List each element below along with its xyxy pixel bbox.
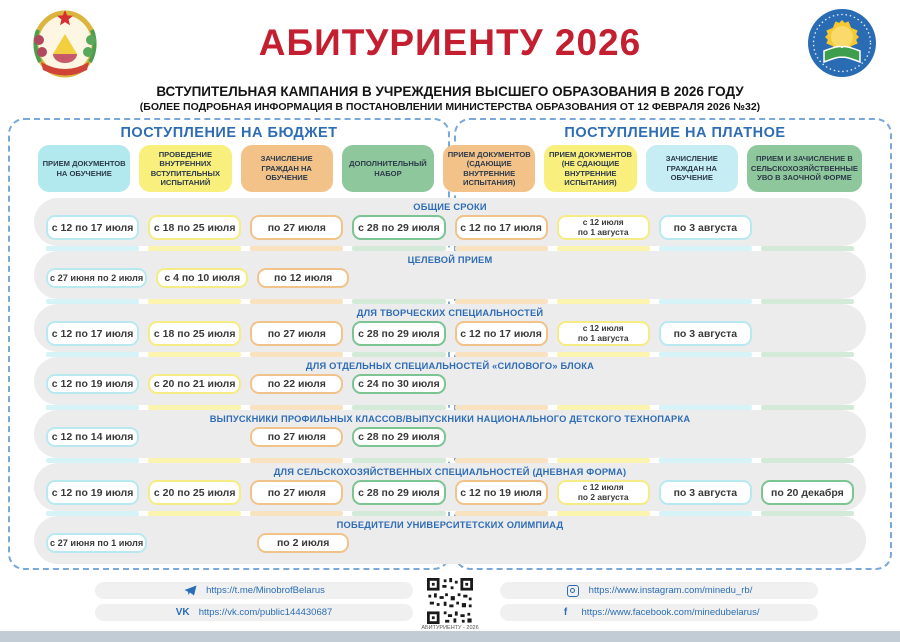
telegram-link[interactable]: https://t.me/MinobrofBelarus [95,582,413,599]
date-chip: с 20 по 25 июля [148,480,241,505]
date-chip: по 27 июля [250,215,343,240]
facebook-link[interactable]: f https://www.facebook.com/minedubelarus/ [500,604,818,621]
column-header: ЗАЧИСЛЕНИЕ ГРАЖДАН НА ОБУЧЕНИЕ [241,145,333,192]
budget-section-title: ПОСТУПЛЕНИЕ НА БЮДЖЕТ [120,125,338,141]
row-common-dates [34,198,866,246]
date-chip: с 12 по 19 июля [455,480,548,505]
admission-schedule-board [8,118,892,576]
date-chip: с 28 по 29 июля [352,215,445,240]
column-header: ПРОВЕДЕНИЕ ВНУТРЕННИХ ВСТУПИТЕЛЬНЫХ ИСПЫТАНИЙ [139,145,231,192]
date-chip: с 12 по 19 июля [46,480,139,505]
row-security-block-specialties [34,357,866,405]
instagram-link[interactable]: https://www.instagram.com/minedu_rb/ [500,582,818,599]
qr-code [427,578,473,624]
date-chip: с 12 по 17 июля [455,321,548,346]
footer [0,578,900,630]
date-chip: по 22 июля [250,374,343,394]
qr-caption: АБИТУРИЕНТУ - 2026 [421,625,479,631]
date-chip: с 12 по 14 июля [46,427,139,447]
campaign-subtitle-note: (БОЛЕЕ ПОДРОБНАЯ ИНФОРМАЦИЯ В ПОСТАНОВЛЕНИИ МИНИСТЕРСТВА ОБРАЗОВАНИЯ ОТ 12 ФЕВРАЛЯ 2026 №32) [139,101,761,113]
row-title: ЦЕЛЕВОЙ ПРИЕМ [407,255,493,265]
column-headers [38,145,862,192]
vk-link[interactable]: VK https://vk.com/public144430687 [95,604,413,621]
date-chip: с 12 по 17 июля [455,215,548,240]
page-title: АБИТУРИЕНТУ 2026 [258,22,642,63]
date-chip: с 20 по 21 июля [148,374,241,394]
column-header: ПРИЕМ И ЗАЧИСЛЕНИЕ В СЕЛЬСКОХОЗЯЙСТВЕННЫЕ УВО В ЗАОЧНОЙ ФОРМЕ [747,145,862,192]
date-chip: с 12 по 17 июля [46,215,139,240]
date-chip: с 28 по 29 июля [352,480,445,505]
column-header: ПРИЕМ ДОКУМЕНТОВ (СДАЮЩИЕ ВНУТРЕННИЕ ИСПЫТАНИЯ) [443,145,535,192]
row-creative-specialties [34,304,866,352]
schedule-rows [8,198,892,564]
date-chip: с 24 по 30 июля [352,374,445,394]
date-chip: с 12 по 17 июля [46,321,139,346]
paid-section-title: ПОСТУПЛЕНИЕ НА ПЛАТНОЕ [564,125,786,141]
date-chip: по 20 декабря [761,480,854,505]
row-targeted-admission [34,251,866,299]
date-chip: с 18 по 25 июля [148,321,241,346]
instagram-icon [566,585,580,597]
date-chip: с 12 июля по 1 августа [557,215,650,240]
date-chip: по 27 июля [250,427,343,447]
ministry-of-education-logo [802,6,882,80]
campaign-subtitle: ВСТУПИТЕЛЬНАЯ КАМПАНИЯ В УЧРЕЖДЕНИЯ ВЫСШЕГО ОБРАЗОВАНИЯ В 2026 ГОДУ [156,84,744,99]
row-title: ДЛЯ ТВОРЧЕСКИХ СПЕЦИАЛЬНОСТЕЙ [356,308,544,318]
column-header: ПРИЕМ ДОКУМЕНТОВ НА ОБУЧЕНИЕ [38,145,130,192]
date-chip: с 12 июля по 2 августа [557,480,650,505]
column-header: ЗАЧИСЛЕНИЕ ГРАЖДАН НА ОБУЧЕНИЕ [646,145,738,192]
date-chip: с 12 по 19 июля [46,374,139,394]
date-chip: с 27 июня по 1 июля [46,533,147,553]
date-chip: с 4 по 10 июля [156,268,248,288]
row-title: ПОБЕДИТЕЛИ УНИВЕРСИТЕТСКИХ ОЛИМПИАД [336,520,564,530]
date-chip: по 3 августа [659,321,752,346]
telegram-icon [183,585,197,597]
row-title: ДЛЯ ОТДЕЛЬНЫХ СПЕЦИАЛЬНОСТЕЙ «СИЛОВОГО» БЛОКА [305,361,595,371]
date-chip: по 3 августа [659,480,752,505]
bottom-edge-strip [0,631,900,642]
date-chip: по 12 июля [257,268,349,288]
row-olympiad-winners [34,516,866,564]
date-chip: с 28 по 29 июля [352,427,445,447]
row-agricultural-specialties [34,463,866,511]
date-chip: по 27 июля [250,480,343,505]
date-chip: по 2 июля [257,533,349,553]
date-chip: с 27 июня по 2 июля [46,268,147,288]
column-header: ПРИЕМ ДОКУМЕНТОВ (НЕ СДАЮЩИЕ ВНУТРЕННИЕ ИСПЫТАНИЯ) [544,145,636,192]
facebook-icon: f [563,607,568,618]
row-title: ОБЩИЕ СРОКИ [413,202,487,212]
row-profile-classes-technopark [34,410,866,458]
date-chip: с 12 июля по 1 августа [557,321,650,346]
row-title: ДЛЯ СЕЛЬСКОХОЗЯЙСТВЕННЫХ СПЕЦИАЛЬНОСТЕЙ (ДНЕВНАЯ ФОРМА) [273,467,627,477]
column-header: ДОПОЛНИТЕЛЬНЫЙ НАБОР [342,145,434,192]
row-title: ВЫПУСКНИКИ ПРОФИЛЬНЫХ КЛАССОВ/ВЫПУСКНИКИ НАЦИОНАЛЬНОГО ДЕТСКОГО ТЕХНОПАРКА [209,414,691,424]
date-chip: с 18 по 25 июля [148,215,241,240]
vk-icon: VK [175,607,190,618]
date-chip: по 3 августа [659,215,752,240]
date-chip: по 27 июля [250,321,343,346]
date-chip: с 28 по 29 июля [352,321,445,346]
